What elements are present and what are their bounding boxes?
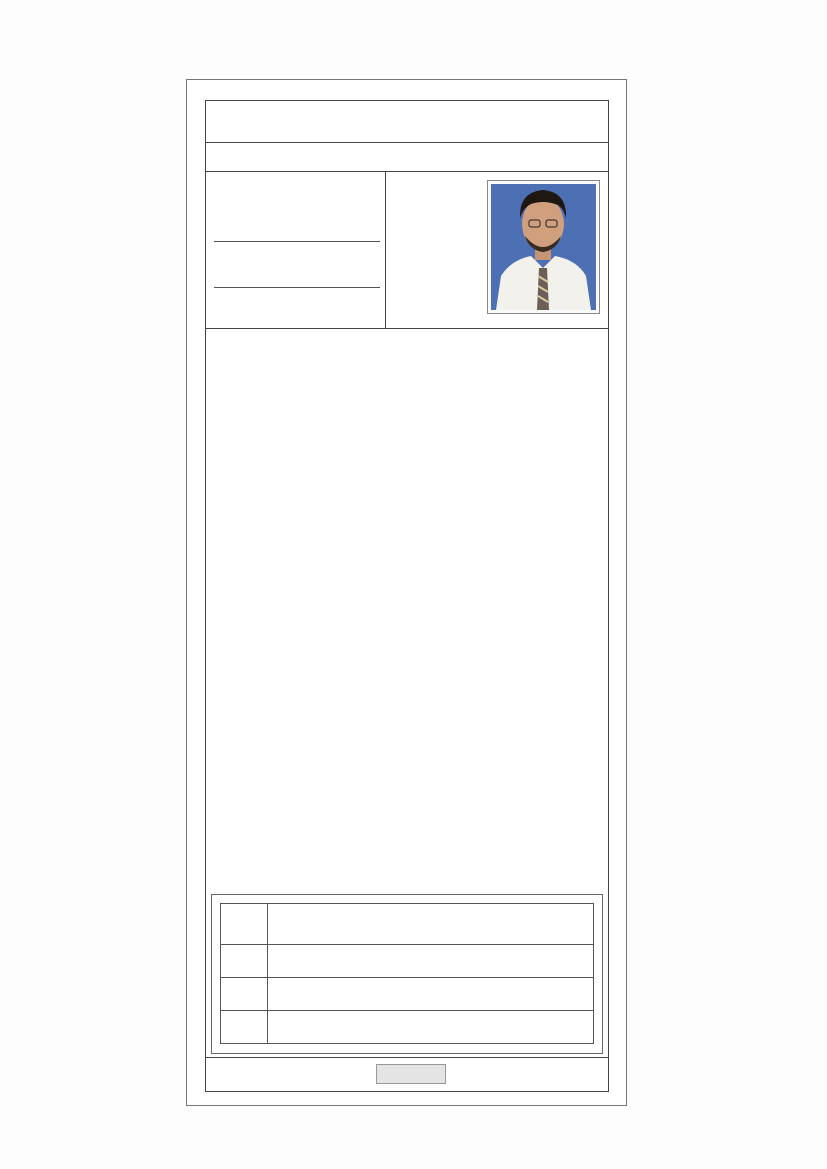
table-header-row <box>221 904 594 945</box>
serial-cell <box>221 945 268 978</box>
table-row <box>221 945 594 978</box>
serial-cell <box>221 1011 268 1044</box>
application-block <box>206 172 608 329</box>
applicant-photo <box>491 184 596 310</box>
print-button[interactable] <box>376 1064 446 1084</box>
divider <box>214 241 380 242</box>
subject-cell <box>268 1011 594 1044</box>
application-info <box>206 172 386 328</box>
table-row <box>221 1011 594 1044</box>
subject-cell <box>268 945 594 978</box>
table-row <box>221 978 594 1011</box>
column-header-subject <box>268 904 594 945</box>
attachments-box <box>211 894 603 1054</box>
applicant-photo-frame <box>487 180 600 314</box>
attachments-table <box>220 903 594 1044</box>
form-title <box>206 101 608 143</box>
column-header-serial <box>221 904 268 945</box>
print-row <box>206 1057 608 1092</box>
serial-cell <box>221 978 268 1011</box>
divider <box>214 287 380 288</box>
section-heading <box>206 143 608 172</box>
subject-cell <box>268 978 594 1011</box>
application-form <box>205 100 609 1092</box>
